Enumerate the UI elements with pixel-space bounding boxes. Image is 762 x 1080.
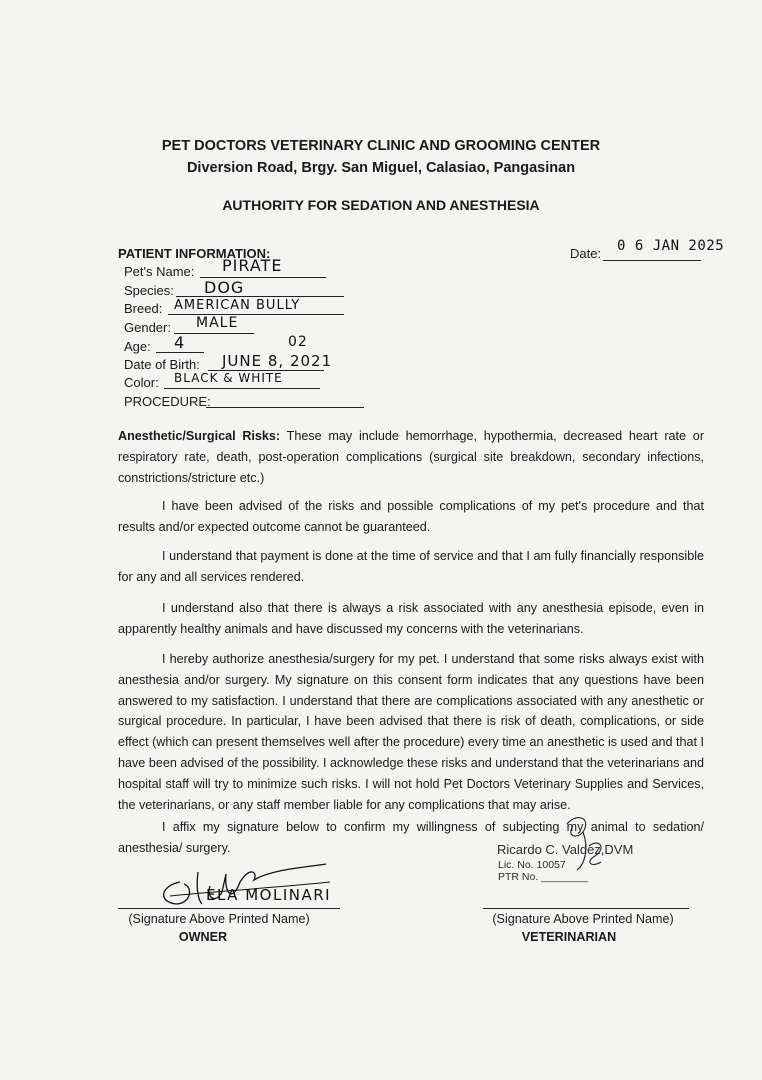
color-line [164,388,320,389]
vet-signature-caption: (Signature Above Printed Name) [492,912,674,926]
vet-role-label: VETERINARIAN [521,930,617,944]
vet-signature-scribble [555,808,625,878]
vet-signature-line [483,908,689,909]
species-line [176,296,344,297]
color-value: BLACK & WHITE [174,371,283,385]
paragraph-affix-signature: I affix my signature below to confirm my willingness of subjecting my animal to sedation/ anesthesia/ surgery. [118,820,704,855]
risks-text: These may include hemorrhage, hypothermia, decreased heart rate or respiratory rate, death, post-operation complications (surgical site breakdown, secondary infections, constrictions/stricture etc.) [118,429,705,485]
dob-label: Date of Birth: [124,357,200,372]
paragraph-advised: I have been advised of the risks and possible complications of my pet's procedure and that results and/or expected outcome cannot be guaranteed. [118,499,704,534]
age-line [156,352,204,353]
pets-name-label: Pet's Name: [124,264,195,279]
gender-label: Gender: [124,320,171,335]
procedure-line [206,407,364,408]
clinic-address: Diversion Road, Brgy. San Miguel, Calasiao, Pangasinan [186,160,576,176]
age-value: 4 [174,333,186,352]
gender-line [174,333,254,334]
risks-label: Anesthetic/Surgical Risks: [118,429,281,443]
risks-paragraph [118,426,704,488]
procedure-label: PROCEDURE: [124,394,211,409]
vet-stamp-name: Ricardo C. Valdez,DVM [497,842,634,857]
vet-license-number: Lic. No. 10057 [498,859,566,871]
owner-signature-line [118,908,340,909]
species-value: DOG [204,278,245,297]
breed-value: AMERICAN BULLY [174,298,301,313]
date-label: Date: [570,246,602,261]
owner-printed-name: ELA MOLINARI [206,886,332,904]
color-label: Color: [124,375,159,390]
date-stamp-value: 0 6 JAN 2025 [617,238,725,254]
form-title: AUTHORITY FOR SEDATION AND ANESTHESIA [222,197,540,213]
patient-info-label: PATIENT INFORMATION: [118,246,271,261]
vet-ptr-number: PTR No. ________ [498,871,588,883]
clinic-name: PET DOCTORS VETERINARY CLINIC AND GROOMING CENTER [161,138,601,154]
species-label: Species: [124,283,174,298]
owner-role-label: OWNER [178,930,228,944]
breed-line [168,314,344,315]
paragraph-risk-anesthesia: I understand also that there is always a risk associated with any anesthesia episode, even in apparently healthy animals and have discussed my concerns with the veterinarians. [118,601,704,636]
breed-label: Breed: [124,301,163,316]
date-line [603,260,701,261]
paragraph-payment: I understand that payment is done at the time of service and that I am fully financially responsible for any and all services rendered. [118,549,704,584]
paragraph-authorization: I hereby authorize anesthesia/surgery for my pet. I understand that some risks always exist with anesthesia and/or surgery. My signature on this consent form indicates that any questions have been answered to my satisfaction. I understand that there are complications associated with any anesthetic or surgical procedure. In particular, I have been advised that there is risk of death, complications, or side effect (which can present themselves well after the procedure) every time an anesthetic is used and that I have been advised of the possibility. I acknowledge these risks and understand that the veterinarians and hospital staff will try to minimize such risks. I will not hold Pet Doctors Veterinary Supplies and Services, the veterinarians, or any staff member liable for any complications that may arise. [118,652,704,812]
age-label: Age: [124,339,151,354]
gender-value: MALE [196,315,239,331]
age-note-value: 02 [288,334,308,350]
dob-value: JUNE 8, 2021 [222,352,333,370]
pets-name-value: PIRATE [222,256,283,275]
owner-signature-caption: (Signature Above Printed Name) [128,912,310,926]
